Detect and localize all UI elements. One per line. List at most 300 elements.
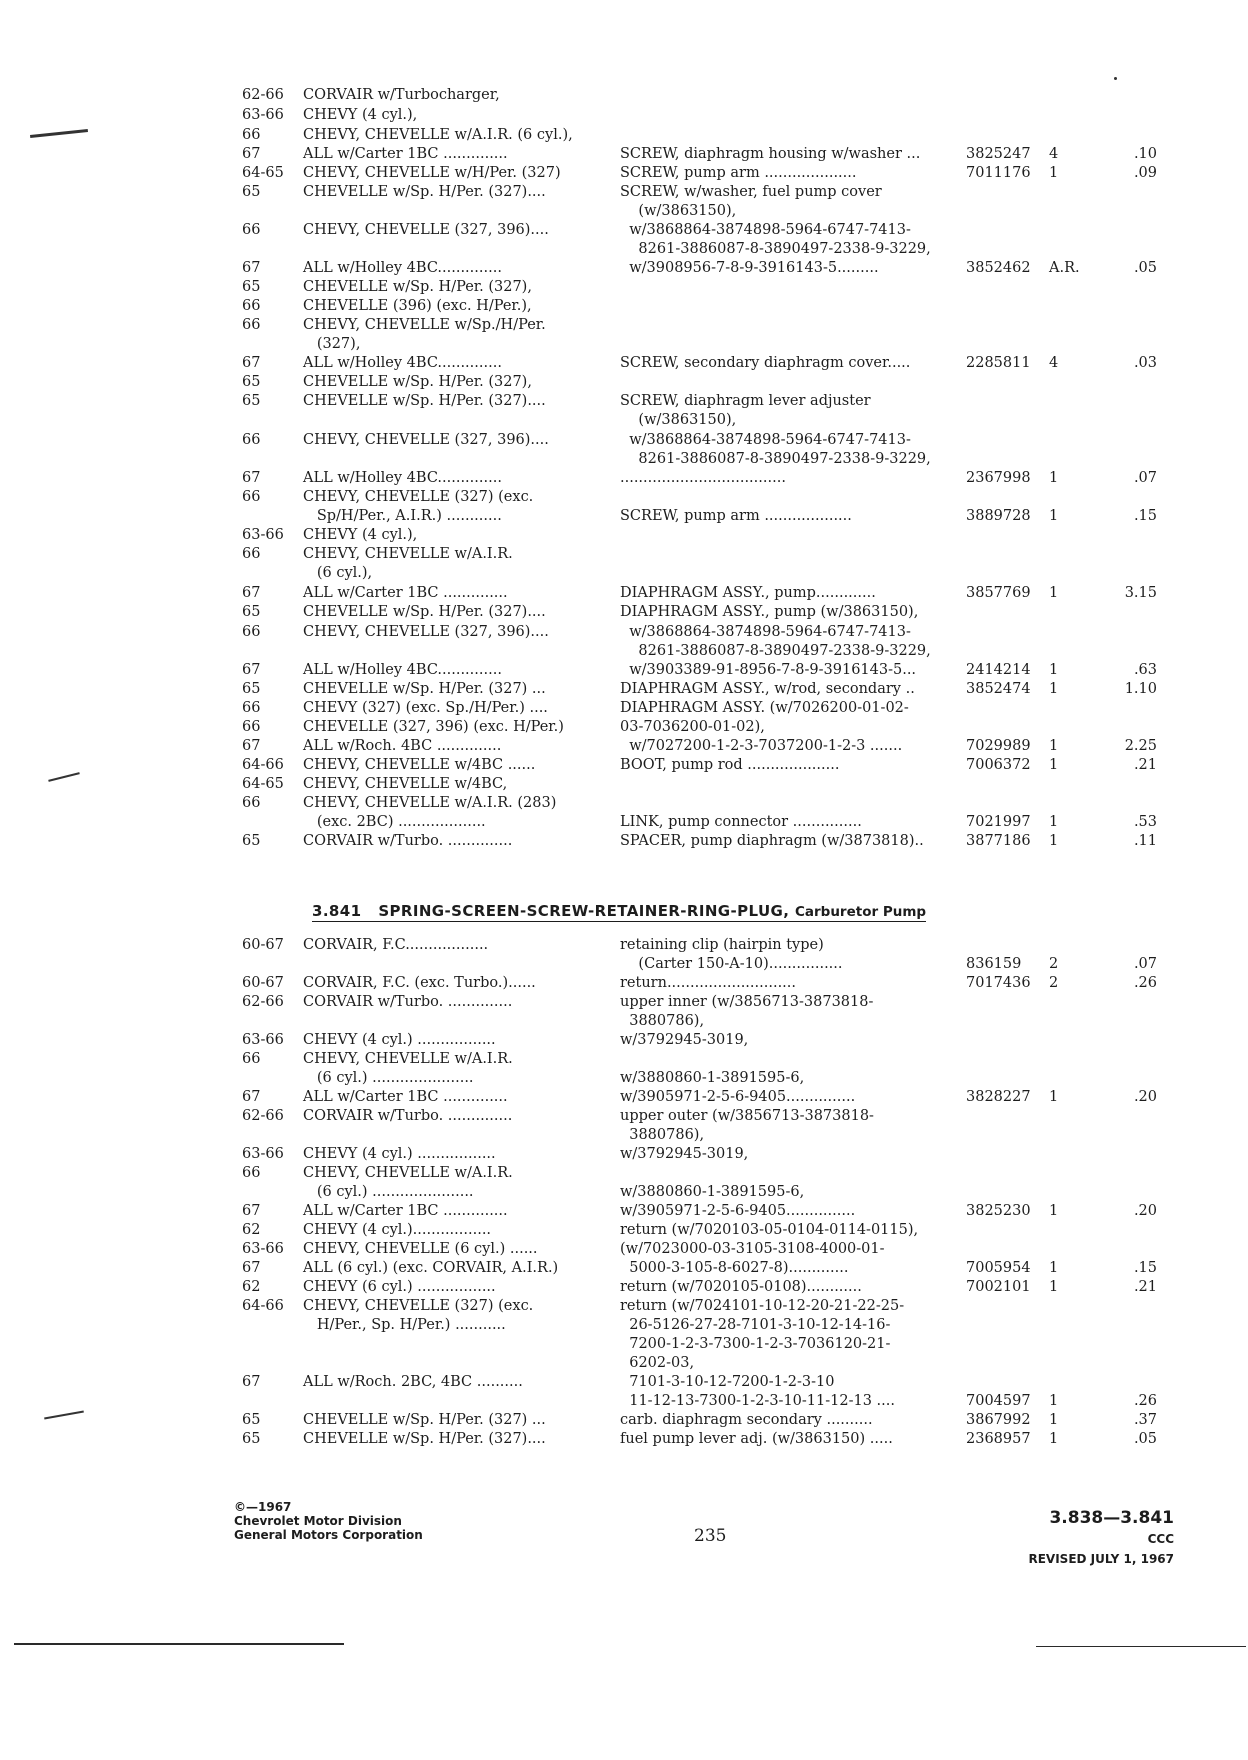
catalog-row bbox=[0, 239, 1248, 259]
row-desc: SCREW, w/washer, fuel pump cover bbox=[620, 184, 882, 200]
section-block bbox=[1000, 1506, 1174, 1570]
row-model: (exc. 2BC) ................... bbox=[303, 814, 486, 830]
row-year: 66 bbox=[242, 127, 261, 143]
row-model: CHEVELLE (396) (exc. H/Per.), bbox=[303, 298, 532, 314]
catalog-row bbox=[0, 430, 1248, 450]
row-price: .20 bbox=[1133, 1203, 1157, 1219]
row-desc: 26-5126-27-28-7101-3-10-12-14-16- bbox=[620, 1317, 891, 1333]
row-desc: SCREW, diaphragm lever adjuster bbox=[620, 393, 871, 409]
row-desc: BOOT, pump rod .................... bbox=[620, 757, 840, 773]
revision-date: REVISED JULY 1, 1967 bbox=[1028, 1552, 1174, 1566]
row-model: ALL w/Carter 1BC .............. bbox=[303, 1089, 508, 1105]
row-desc: 5000-3-105-8-6027-8)............. bbox=[620, 1260, 849, 1276]
catalog-row bbox=[0, 163, 1248, 183]
row-qty: 1 bbox=[1049, 1089, 1059, 1105]
row-qty: 1 bbox=[1049, 757, 1059, 773]
row-model: (327), bbox=[303, 336, 361, 352]
row-year: 66 bbox=[242, 1051, 261, 1067]
row-price: .05 bbox=[1133, 1431, 1157, 1447]
row-year: 67 bbox=[242, 470, 261, 486]
row-part: 2285811 bbox=[966, 355, 1031, 371]
catalog-row bbox=[0, 334, 1248, 354]
row-model: CHEVY, CHEVELLE w/A.I.R. (6 cyl.), bbox=[303, 127, 573, 143]
row-year: 66 bbox=[242, 298, 261, 314]
row-part: 7004597 bbox=[966, 1393, 1031, 1409]
row-part: 836159 bbox=[966, 956, 1022, 972]
row-year: 66 bbox=[242, 432, 261, 448]
row-price: .15 bbox=[1133, 1260, 1157, 1276]
row-qty: 1 bbox=[1049, 508, 1059, 524]
row-desc: .................................... bbox=[620, 470, 786, 486]
row-desc: w/3903389-91-8956-7-8-9-3916143-5... bbox=[620, 662, 917, 678]
row-model: CHEVY (327) (exc. Sp./H/Per.) .... bbox=[303, 700, 548, 716]
catalog-row bbox=[0, 1049, 1248, 1069]
row-desc: upper inner (w/3856713-3873818- bbox=[620, 994, 874, 1010]
row-year: 67 bbox=[242, 1089, 261, 1105]
row-model: ALL w/Holley 4BC.............. bbox=[303, 470, 502, 486]
catalog-row bbox=[0, 544, 1248, 564]
catalog-row bbox=[0, 1182, 1248, 1202]
catalog-row bbox=[0, 315, 1248, 335]
row-desc: DIAPHRAGM ASSY., pump............. bbox=[620, 585, 876, 601]
row-price: .05 bbox=[1133, 260, 1157, 276]
catalog-row bbox=[0, 602, 1248, 622]
row-year: 67 bbox=[242, 355, 261, 371]
division-line: Chevrolet Motor Division bbox=[234, 1514, 402, 1528]
row-desc: (w/7023000-03-3105-3108-4000-01- bbox=[620, 1241, 885, 1257]
row-desc: SCREW, diaphragm housing w/washer ... bbox=[620, 146, 921, 162]
row-desc: return (w/7020103-05-0104-0114-0115), bbox=[620, 1222, 919, 1238]
row-year: 66 bbox=[242, 546, 261, 562]
row-model: CHEVELLE w/Sp. H/Per. (327), bbox=[303, 279, 532, 295]
row-desc: SCREW, secondary diaphragm cover..... bbox=[620, 355, 911, 371]
row-desc: DIAPHRAGM ASSY., pump (w/3863150), bbox=[620, 604, 919, 620]
row-year: 64-65 bbox=[242, 776, 284, 792]
catalog-row bbox=[0, 525, 1248, 545]
row-desc: (w/3863150), bbox=[620, 412, 737, 428]
row-desc: 8261-3886087-8-3890497-2338-9-3229, bbox=[620, 643, 931, 659]
catalog-row bbox=[0, 487, 1248, 507]
catalog-code: CCC bbox=[1147, 1532, 1174, 1546]
row-model: CHEVY, CHEVELLE w/Sp./H/Per. bbox=[303, 317, 546, 333]
row-model: ALL w/Carter 1BC .............. bbox=[303, 1203, 508, 1219]
row-model: ALL w/Holley 4BC.............. bbox=[303, 260, 502, 276]
row-year: 65 bbox=[242, 393, 261, 409]
catalog-row bbox=[0, 812, 1248, 832]
catalog-row bbox=[0, 1011, 1248, 1031]
catalog-row bbox=[0, 1372, 1248, 1392]
catalog-row bbox=[0, 258, 1248, 278]
row-model: CHEVY, CHEVELLE w/A.I.R. bbox=[303, 546, 513, 562]
row-model: CHEVELLE w/Sp. H/Per. (327), bbox=[303, 374, 532, 390]
row-year: 66 bbox=[242, 624, 261, 640]
catalog-row bbox=[0, 1334, 1248, 1354]
catalog-row bbox=[0, 1391, 1248, 1411]
row-desc: 3880786), bbox=[620, 1013, 705, 1029]
row-model: Sp/H/Per., A.I.R.) ............ bbox=[303, 508, 502, 524]
row-qty: 1 bbox=[1049, 165, 1059, 181]
row-model: CORVAIR w/Turbo. .............. bbox=[303, 994, 513, 1010]
row-model: CHEVY, CHEVELLE (6 cyl.) ...... bbox=[303, 1241, 538, 1257]
row-model: CHEVELLE w/Sp. H/Per. (327) ... bbox=[303, 681, 546, 697]
row-year: 63-66 bbox=[242, 1032, 284, 1048]
row-desc: (Carter 150-A-10)................ bbox=[620, 956, 843, 972]
row-year: 64-65 bbox=[242, 165, 284, 181]
catalog-row bbox=[0, 296, 1248, 316]
row-desc: w/3868864-3874898-5964-6747-7413- bbox=[620, 432, 911, 448]
row-price: .10 bbox=[1133, 146, 1157, 162]
catalog-row bbox=[0, 774, 1248, 794]
row-qty: 1 bbox=[1049, 738, 1059, 754]
catalog-row bbox=[0, 831, 1248, 851]
row-year: 62 bbox=[242, 1279, 261, 1295]
row-qty: 4 bbox=[1049, 146, 1059, 162]
row-part: 3828227 bbox=[966, 1089, 1031, 1105]
row-desc: return............................ bbox=[620, 975, 797, 991]
row-model: CHEVY, CHEVELLE w/A.I.R. bbox=[303, 1051, 513, 1067]
catalog-row bbox=[0, 449, 1248, 469]
row-qty: 1 bbox=[1049, 1431, 1059, 1447]
catalog-row bbox=[0, 353, 1248, 373]
row-model: CHEVY, CHEVELLE (327, 396).... bbox=[303, 222, 549, 238]
row-desc: upper outer (w/3856713-3873818- bbox=[620, 1108, 874, 1124]
row-year: 63-66 bbox=[242, 1241, 284, 1257]
row-model: CORVAIR, F.C.................. bbox=[303, 937, 489, 953]
catalog-row bbox=[0, 1030, 1248, 1050]
row-model: (6 cyl.) ...................... bbox=[303, 1070, 474, 1086]
row-model: CHEVY, CHEVELLE (327, 396).... bbox=[303, 624, 549, 640]
scan-mark bbox=[1114, 77, 1117, 80]
row-model: (6 cyl.) ...................... bbox=[303, 1184, 474, 1200]
row-year: 65 bbox=[242, 833, 261, 849]
row-year: 67 bbox=[242, 1260, 261, 1276]
section-range: 3.838—3.841 bbox=[1049, 1508, 1174, 1528]
row-year: 65 bbox=[242, 681, 261, 697]
catalog-row bbox=[0, 1087, 1248, 1107]
row-model: CHEVY, CHEVELLE w/4BC, bbox=[303, 776, 508, 792]
row-desc: w/3880860-1-3891595-6, bbox=[620, 1184, 805, 1200]
row-qty: 1 bbox=[1049, 585, 1059, 601]
publisher-block bbox=[234, 1500, 423, 1542]
row-desc: retaining clip (hairpin type) bbox=[620, 937, 824, 953]
row-part: 2367998 bbox=[966, 470, 1031, 486]
row-qty: 4 bbox=[1049, 355, 1059, 371]
row-model: CHEVY (4 cyl.)................. bbox=[303, 1222, 492, 1238]
row-year: 67 bbox=[242, 662, 261, 678]
row-year: 65 bbox=[242, 279, 261, 295]
row-year: 65 bbox=[242, 374, 261, 390]
row-year: 64-66 bbox=[242, 757, 284, 773]
row-model: ALL w/Carter 1BC .............. bbox=[303, 146, 508, 162]
row-qty: A.R. bbox=[1049, 260, 1080, 276]
row-desc: w/3868864-3874898-5964-6747-7413- bbox=[620, 624, 911, 640]
row-price: 2.25 bbox=[1124, 738, 1157, 754]
page-number: 235 bbox=[694, 1526, 727, 1546]
catalog-row bbox=[0, 506, 1248, 526]
row-desc: 8261-3886087-8-3890497-2338-9-3229, bbox=[620, 451, 931, 467]
row-part: 3852474 bbox=[966, 681, 1031, 697]
row-year: 64-66 bbox=[242, 1298, 284, 1314]
row-part: 3889728 bbox=[966, 508, 1031, 524]
row-model: CHEVY (4 cyl.) ................. bbox=[303, 1032, 496, 1048]
row-year: 63-66 bbox=[242, 527, 284, 543]
row-part: 7029989 bbox=[966, 738, 1031, 754]
row-part: 7011176 bbox=[966, 165, 1031, 181]
catalog-row bbox=[0, 583, 1248, 603]
bottom-rule-left bbox=[14, 1643, 344, 1645]
row-model: CORVAIR w/Turbocharger, bbox=[303, 87, 500, 103]
row-year: 67 bbox=[242, 738, 261, 754]
catalog-row bbox=[0, 182, 1248, 202]
catalog-row bbox=[0, 755, 1248, 775]
row-qty: 1 bbox=[1049, 681, 1059, 697]
row-qty: 1 bbox=[1049, 814, 1059, 830]
catalog-row bbox=[0, 1068, 1248, 1088]
row-model: CHEVY, CHEVELLE w/A.I.R. bbox=[303, 1165, 513, 1181]
catalog-row bbox=[0, 372, 1248, 392]
catalog-row bbox=[0, 793, 1248, 813]
row-model: CHEVY, CHEVELLE (327, 396).... bbox=[303, 432, 549, 448]
row-model: CHEVY, CHEVELLE w/4BC ...... bbox=[303, 757, 536, 773]
row-qty: 2 bbox=[1049, 956, 1059, 972]
corporation-line: General Motors Corporation bbox=[234, 1528, 423, 1542]
row-year: 66 bbox=[242, 489, 261, 505]
row-desc: 3880786), bbox=[620, 1127, 705, 1143]
copyright-line: ©—1967 bbox=[234, 1500, 292, 1514]
row-model: CORVAIR w/Turbo. .............. bbox=[303, 1108, 513, 1124]
catalog-row bbox=[0, 1201, 1248, 1221]
row-model: CHEVELLE (327, 396) (exc. H/Per.) bbox=[303, 719, 564, 735]
row-price: .07 bbox=[1133, 956, 1157, 972]
row-desc: w/7027200-1-2-3-7037200-1-2-3 ....... bbox=[620, 738, 903, 754]
row-model: CHEVY (6 cyl.) ................. bbox=[303, 1279, 496, 1295]
row-part: 7006372 bbox=[966, 757, 1031, 773]
row-model: H/Per., Sp. H/Per.) ........... bbox=[303, 1317, 506, 1333]
section-heading bbox=[312, 902, 926, 922]
catalog-row bbox=[0, 736, 1248, 756]
catalog-row bbox=[0, 1258, 1248, 1278]
row-part: 7017436 bbox=[966, 975, 1031, 991]
row-model: ALL w/Carter 1BC .............. bbox=[303, 585, 508, 601]
catalog-row bbox=[0, 1410, 1248, 1430]
row-year: 60-67 bbox=[242, 975, 284, 991]
row-price: .37 bbox=[1133, 1412, 1157, 1428]
row-price: .11 bbox=[1133, 833, 1157, 849]
catalog-row bbox=[0, 125, 1248, 145]
row-model: CHEVY, CHEVELLE (327) (exc. bbox=[303, 489, 534, 505]
catalog-row bbox=[0, 641, 1248, 661]
row-price: 1.10 bbox=[1124, 681, 1157, 697]
catalog-row bbox=[0, 698, 1248, 718]
row-part: 2414214 bbox=[966, 662, 1031, 678]
catalog-row bbox=[0, 660, 1248, 680]
row-model: CHEVELLE w/Sp. H/Per. (327).... bbox=[303, 1431, 546, 1447]
row-desc: w/3908956-7-8-9-3916143-5......... bbox=[620, 260, 879, 276]
catalog-row bbox=[0, 1144, 1248, 1164]
row-year: 62-66 bbox=[242, 1108, 284, 1124]
row-part: 3825247 bbox=[966, 146, 1031, 162]
row-model: CHEVELLE w/Sp. H/Per. (327).... bbox=[303, 393, 546, 409]
row-desc: w/3868864-3874898-5964-6747-7413- bbox=[620, 222, 911, 238]
row-desc: return (w/7024101-10-12-20-21-22-25- bbox=[620, 1298, 905, 1314]
row-desc: carb. diaphragm secondary .......... bbox=[620, 1412, 873, 1428]
row-price: .15 bbox=[1133, 508, 1157, 524]
row-desc: w/3905971-2-5-6-9405............... bbox=[620, 1203, 856, 1219]
catalog-row bbox=[0, 1429, 1248, 1449]
catalog-row bbox=[0, 105, 1248, 125]
row-year: 65 bbox=[242, 184, 261, 200]
row-year: 66 bbox=[242, 222, 261, 238]
row-desc: 7101-3-10-12-7200-1-2-3-10 bbox=[620, 1374, 835, 1390]
catalog-row bbox=[0, 954, 1248, 974]
catalog-row bbox=[0, 277, 1248, 297]
catalog-row bbox=[0, 717, 1248, 737]
row-year: 66 bbox=[242, 795, 261, 811]
row-price: .21 bbox=[1133, 1279, 1157, 1295]
catalog-row bbox=[0, 410, 1248, 430]
catalog-row bbox=[0, 1106, 1248, 1126]
row-part: 3825230 bbox=[966, 1203, 1031, 1219]
row-qty: 1 bbox=[1049, 662, 1059, 678]
row-year: 66 bbox=[242, 317, 261, 333]
row-price: .07 bbox=[1133, 470, 1157, 486]
row-year: 63-66 bbox=[242, 107, 284, 123]
row-part: 3852462 bbox=[966, 260, 1031, 276]
row-price: .63 bbox=[1133, 662, 1157, 678]
row-desc: w/3880860-1-3891595-6, bbox=[620, 1070, 805, 1086]
row-year: 62-66 bbox=[242, 87, 284, 103]
row-qty: 1 bbox=[1049, 470, 1059, 486]
row-desc: 11-12-13-7300-1-2-3-10-11-12-13 .... bbox=[620, 1393, 895, 1409]
row-price: .03 bbox=[1133, 355, 1157, 371]
row-price: .09 bbox=[1133, 165, 1157, 181]
row-part: 3857769 bbox=[966, 585, 1031, 601]
section-subtitle: Carburetor Pump bbox=[794, 904, 927, 920]
catalog-row bbox=[0, 622, 1248, 642]
row-desc: DIAPHRAGM ASSY., w/rod, secondary .. bbox=[620, 681, 915, 697]
row-desc: 7200-1-2-3-7300-1-2-3-7036120-21- bbox=[620, 1336, 891, 1352]
catalog-row bbox=[0, 935, 1248, 955]
catalog-row bbox=[0, 1125, 1248, 1145]
row-year: 67 bbox=[242, 146, 261, 162]
row-price: .21 bbox=[1133, 757, 1157, 773]
row-model: ALL (6 cyl.) (exc. CORVAIR, A.I.R.) bbox=[303, 1260, 559, 1276]
row-qty: 2 bbox=[1049, 975, 1059, 991]
catalog-row bbox=[0, 1163, 1248, 1183]
row-model: CHEVY, CHEVELLE w/H/Per. (327) bbox=[303, 165, 561, 181]
row-year: 62 bbox=[242, 1222, 261, 1238]
row-model: CHEVELLE w/Sp. H/Per. (327) ... bbox=[303, 1412, 546, 1428]
row-model: CORVAIR, F.C. (exc. Turbo.)...... bbox=[303, 975, 536, 991]
row-desc: 03-7036200-01-02), bbox=[620, 719, 765, 735]
catalog-row bbox=[0, 85, 1248, 105]
row-model: CHEVY, CHEVELLE (327) (exc. bbox=[303, 1298, 534, 1314]
row-desc: (w/3863150), bbox=[620, 203, 737, 219]
row-part: 3867992 bbox=[966, 1412, 1031, 1428]
row-model: (6 cyl.), bbox=[303, 565, 373, 581]
row-desc: 6202-03, bbox=[620, 1355, 695, 1371]
catalog-row bbox=[0, 468, 1248, 488]
row-year: 65 bbox=[242, 604, 261, 620]
row-desc: 8261-3886087-8-3890497-2338-9-3229, bbox=[620, 241, 931, 257]
row-price: 3.15 bbox=[1124, 585, 1157, 601]
bottom-rule-right bbox=[1036, 1646, 1246, 1647]
row-qty: 1 bbox=[1049, 1203, 1059, 1219]
row-year: 67 bbox=[242, 1203, 261, 1219]
row-part: 3877186 bbox=[966, 833, 1031, 849]
row-qty: 1 bbox=[1049, 1279, 1059, 1295]
row-year: 65 bbox=[242, 1431, 261, 1447]
catalog-row bbox=[0, 201, 1248, 221]
row-model: CHEVY (4 cyl.) ................. bbox=[303, 1146, 496, 1162]
catalog-row bbox=[0, 992, 1248, 1012]
row-desc: w/3792945-3019, bbox=[620, 1146, 749, 1162]
row-desc: w/3792945-3019, bbox=[620, 1032, 749, 1048]
row-year: 62-66 bbox=[242, 994, 284, 1010]
row-year: 67 bbox=[242, 585, 261, 601]
catalog-row bbox=[0, 1315, 1248, 1335]
row-desc: return (w/7020105-0108)............ bbox=[620, 1279, 862, 1295]
section-number: 3.841 bbox=[312, 902, 362, 920]
row-desc: w/3905971-2-5-6-9405............... bbox=[620, 1089, 856, 1105]
row-model: CORVAIR w/Turbo. .............. bbox=[303, 833, 513, 849]
catalog-row bbox=[0, 144, 1248, 164]
row-year: 60-67 bbox=[242, 937, 284, 953]
row-price: .26 bbox=[1133, 975, 1157, 991]
catalog-row bbox=[0, 1296, 1248, 1316]
row-year: 66 bbox=[242, 719, 261, 735]
catalog-row bbox=[0, 1353, 1248, 1373]
row-model: CHEVY, CHEVELLE w/A.I.R. (283) bbox=[303, 795, 557, 811]
row-year: 66 bbox=[242, 700, 261, 716]
row-price: .53 bbox=[1133, 814, 1157, 830]
catalog-row bbox=[0, 220, 1248, 240]
row-qty: 1 bbox=[1049, 1260, 1059, 1276]
catalog-row bbox=[0, 679, 1248, 699]
row-model: CHEVELLE w/Sp. H/Per. (327).... bbox=[303, 604, 546, 620]
row-model: ALL w/Holley 4BC.............. bbox=[303, 355, 502, 371]
row-desc: LINK, pump connector ............... bbox=[620, 814, 862, 830]
row-desc: SCREW, pump arm .................... bbox=[620, 165, 857, 181]
row-qty: 1 bbox=[1049, 1393, 1059, 1409]
catalog-row bbox=[0, 973, 1248, 993]
catalog-row bbox=[0, 1277, 1248, 1297]
row-model: CHEVY (4 cyl.), bbox=[303, 107, 418, 123]
row-part: 7005954 bbox=[966, 1260, 1031, 1276]
row-desc: SCREW, pump arm ................... bbox=[620, 508, 852, 524]
row-model: ALL w/Holley 4BC.............. bbox=[303, 662, 502, 678]
row-part: 7002101 bbox=[966, 1279, 1031, 1295]
row-model: ALL w/Roch. 4BC .............. bbox=[303, 738, 502, 754]
row-price: .26 bbox=[1133, 1393, 1157, 1409]
row-price: .20 bbox=[1133, 1089, 1157, 1105]
row-year: 63-66 bbox=[242, 1146, 284, 1162]
row-year: 65 bbox=[242, 1412, 261, 1428]
row-desc: DIAPHRAGM ASSY. (w/7026200-01-02- bbox=[620, 700, 909, 716]
row-qty: 1 bbox=[1049, 1412, 1059, 1428]
catalog-row bbox=[0, 563, 1248, 583]
row-year: 66 bbox=[242, 1165, 261, 1181]
row-part: 7021997 bbox=[966, 814, 1031, 830]
row-model: CHEVY (4 cyl.), bbox=[303, 527, 418, 543]
row-year: 67 bbox=[242, 1374, 261, 1390]
row-part: 2368957 bbox=[966, 1431, 1031, 1447]
row-desc: SPACER, pump diaphragm (w/3873818).. bbox=[620, 833, 924, 849]
row-year: 67 bbox=[242, 260, 261, 276]
row-desc: fuel pump lever adj. (w/3863150) ..... bbox=[620, 1431, 893, 1447]
catalog-row bbox=[0, 1239, 1248, 1259]
catalog-row bbox=[0, 1220, 1248, 1240]
